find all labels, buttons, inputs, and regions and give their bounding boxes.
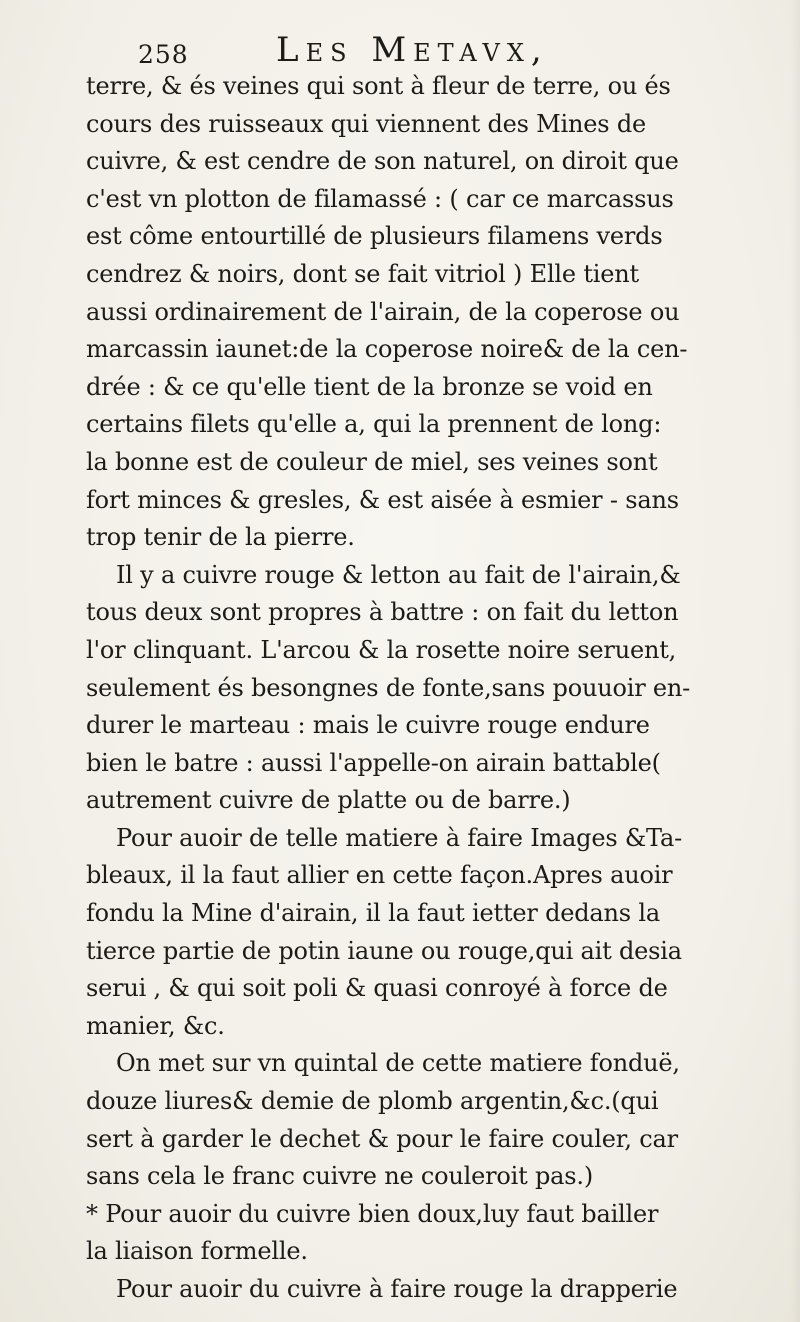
text-line: cours des ruisseaux qui viennent des Mines de <box>86 109 646 138</box>
text-line: tous deux sont propres à battre : on fait du letton <box>86 598 679 627</box>
text-line: serui , & qui soit poli & quasi conroyé à force de <box>86 974 668 1003</box>
body-text <box>86 68 791 1309</box>
text-line: sans cela le franc cuivre ne couleroit pas.) <box>86 1162 593 1191</box>
running-title: Les Metavx, <box>276 30 549 70</box>
text-line: fort minces & gresles, & est aisée à esmier - sans <box>86 485 679 514</box>
text-line: cendrez & noirs, dont se fait vitriol ) Elle tient <box>86 259 639 288</box>
text-line: sert à garder le dechet & pour le faire couler, car <box>86 1124 678 1153</box>
page-number: 258 <box>138 40 189 69</box>
text-line: douze liures& demie de plomb argentin,&c.(qui <box>86 1087 659 1116</box>
text-line: l'or clinquant. L'arcou & la rosette noire seruent, <box>86 635 677 664</box>
paragraph-start-line: Pour auoir du cuivre à faire rouge la drapperie <box>116 1275 678 1303</box>
paragraph-start-line: Il y a cuivre rouge & letton au fait de l'airain,& <box>116 560 681 589</box>
text-line: marcassin iaunet:de la coperose noire& de la cen- <box>86 335 688 364</box>
text-line: autrement cuivre de platte ou de barre.) <box>86 786 571 815</box>
text-line: trop tenir de la pierre. <box>86 523 355 552</box>
text-line: aussi ordinairement de l'airain, de la coperose ou <box>86 297 680 326</box>
text-line: seulement és besongnes de fonte,sans pouuoir en- <box>86 673 691 702</box>
text-line: est côme entourtillé de plusieurs filamens verds <box>86 222 663 251</box>
text-line: * Pour auoir du cuivre bien doux,luy faut bailler <box>86 1199 659 1228</box>
text-line: la bonne est de couleur de miel, ses veines sont <box>86 447 658 476</box>
text-line: bien le batre : aussi l'appelle-on airain battable( <box>86 748 661 777</box>
text-line: c'est vn plotton de filamassé : ( car ce marcassus <box>86 184 674 213</box>
text-line: certains filets qu'elle a, qui la prennent de long: <box>86 410 662 439</box>
running-head <box>138 30 698 70</box>
text-line: durer le marteau : mais le cuivre rouge endure <box>86 711 650 740</box>
text-line: fondu la Mine d'airain, il la faut ietter dedans la <box>86 899 660 928</box>
paragraph-start-line: Pour auoir de telle matiere à faire Images &Ta- <box>116 823 682 852</box>
text-line: la liaison formelle. <box>86 1237 308 1266</box>
text-line: tierce partie de potin iaune ou rouge,qui ait desia <box>86 936 682 965</box>
paragraph-start-line: On met sur vn quintal de cette matiere fonduë, <box>116 1049 680 1078</box>
text-line: terre, & és veines qui sont à fleur de terre, ou és <box>86 72 671 100</box>
text-line: manier, &c. <box>86 1011 225 1040</box>
text-line: cuivre, & est cendre de son naturel, on diroit que <box>86 147 679 176</box>
text-line: drée : & ce qu'elle tient de la bronze se void en <box>86 372 653 401</box>
text-line: bleaux, il la faut allier en cette façon.Apres auoir <box>86 861 673 890</box>
page-edge-shadow <box>790 0 800 1322</box>
